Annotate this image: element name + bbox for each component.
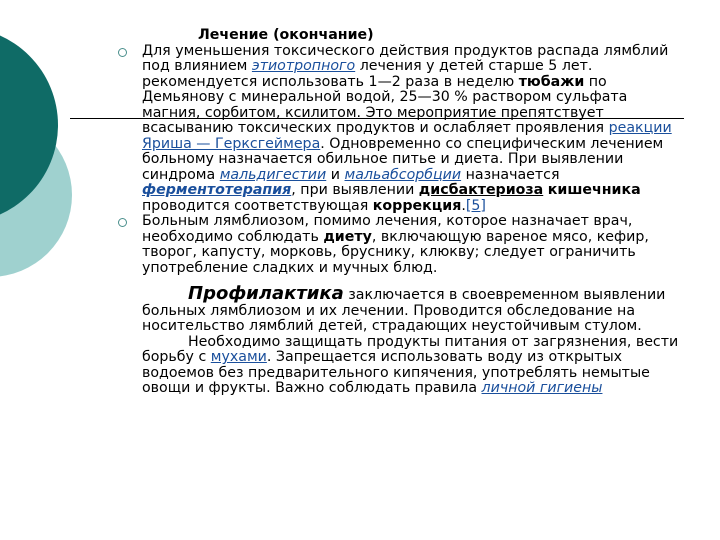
bullet-item-treatment [118,44,688,215]
text: назначается [461,166,560,183]
text: . Запрещается использовать воду из открытых водоемов без предварительного кипячения, употреблять немытые овощи и фрукты. Важно соблюдать правила [142,349,650,396]
prevention-heading: Профилактика [188,283,344,304]
bold-term: тюбажи [518,73,585,90]
text: , включающую вареное мясо, кефир, творог, капусту, морковь, бруснику, клюкву; следует ограничить употребление сладких и мучных блюд. [142,228,649,276]
link-enzyme-therapy[interactable]: ферментотерапия [142,182,292,198]
text: и [326,166,345,183]
bullet-item-diet [118,214,688,276]
slide-title: Лечение (окончание) [198,27,374,43]
bullet-circle-icon [118,218,127,227]
link-personal-hygiene[interactable]: личной гигиены [481,380,603,396]
link-reference[interactable]: [5] [465,197,486,214]
text: проводится соответствующая [142,197,373,214]
text: заключается в своевременном выявлении больных лямблиозом и их лечении. Проводится обследование на носительство лямблий детей, страдающих неустойчивым стулом. [142,287,666,334]
text: лечения у детей старше 5 лет. рекомендуется использовать 1—2 раза в неделю [142,58,593,90]
link-flies[interactable]: мухами [210,349,267,365]
bold-term: коррекция [372,197,462,214]
decorative-circles [0,0,110,540]
bold-term: диету [323,228,372,245]
hygiene-paragraph [118,335,688,397]
text: . [461,197,466,214]
text: , при выявлении [291,182,419,198]
text: . Одновременно со специфическим лечением больному назначается обильное питье и диета. При выявлении синдрома [142,135,664,183]
text: Необходимо защищать продукты питания от загрязнения, вести борьбу с [142,333,679,365]
link-maldigestion[interactable]: мальдигестии [219,166,327,183]
prevention-paragraph [118,283,688,335]
link-jarisch-reaction[interactable]: реакции Яриша — Герксгеймера [142,120,672,152]
bold-term: дисбактериоза [418,182,544,198]
slide-content [118,28,688,397]
link-etiotropic[interactable]: этиотропного [251,58,356,74]
bullet-circle-icon [118,48,127,57]
link-malabsorption[interactable]: мальабсорбции [344,166,462,183]
text: Больным лямблиозом, помимо лечения, которое назначает врач, необходимо соблюдать [142,213,633,245]
text: по Демьянову с минеральной водой, 25—30 % раствором сульфата магния, сорбитом, ксилитом. Это мероприятие препятствует всасыванию токсических продуктов и ослабляет проявления [142,73,628,136]
bold-term: кишечника [547,182,641,198]
text: Для уменьшения токсического действия продуктов распада лямблий под влиянием [142,42,669,74]
